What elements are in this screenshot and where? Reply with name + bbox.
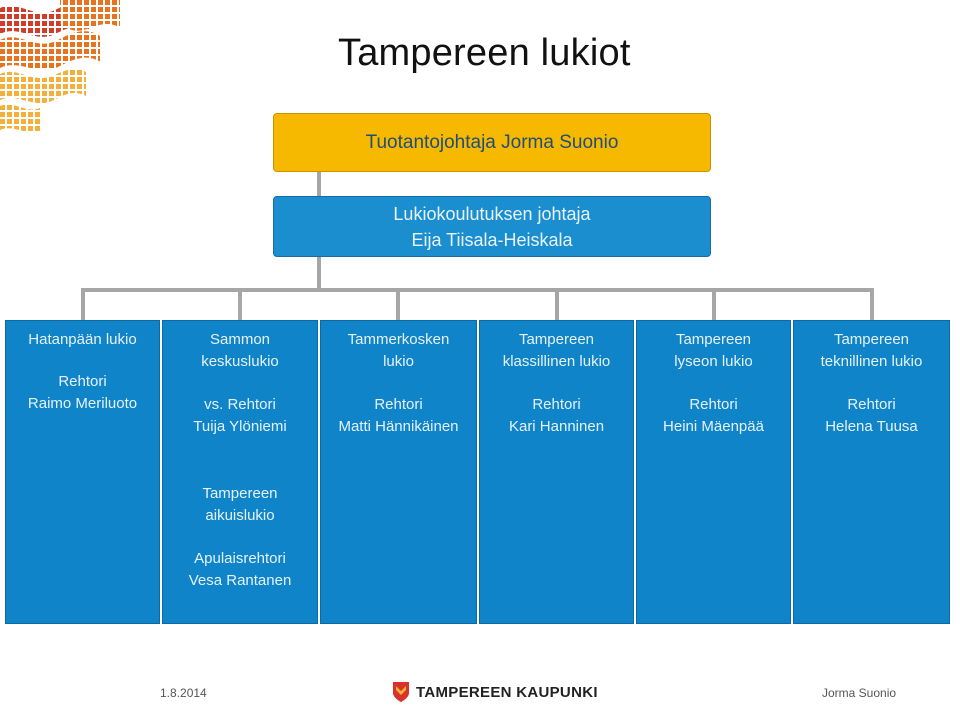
school-role: Rehtori: [532, 396, 581, 413]
school-name-line1: Tampereen: [518, 331, 595, 348]
page-title: Tampereen lukiot: [338, 32, 631, 74]
school-person: Heini Mäenpää: [663, 418, 764, 435]
school-name-line2: klassillinen lukio: [502, 353, 611, 370]
school-box-lyseo: [636, 320, 791, 624]
school-name-line2: lukio: [383, 353, 414, 370]
footer-date: 1.8.2014: [160, 686, 207, 700]
school-name-line1: Tampereen: [675, 331, 752, 348]
school-role: Rehtori: [58, 373, 107, 390]
school-person: Kari Hanninen: [508, 418, 605, 435]
school-name-line2: keskuslukio: [201, 353, 279, 370]
subschool-name-line1: Tampereen: [202, 485, 278, 502]
school-role: vs. Rehtori: [204, 396, 276, 413]
school-name-line1: Sammon: [209, 331, 271, 348]
school-name-line1: Tammerkosken: [347, 331, 450, 348]
tampere-crest-icon: [392, 681, 410, 703]
education-director-box: [273, 196, 711, 257]
school-name-line2: lyseon lukio: [674, 353, 753, 370]
school-box-sammon: [162, 320, 318, 624]
city-logo: [392, 681, 598, 703]
school-person: Tuija Ylöniemi: [193, 418, 287, 435]
tampere-wave-pattern-logo: [0, 0, 130, 135]
education-director-title: Lukiokoulutuksen johtaja: [393, 203, 591, 224]
school-person: Helena Tuusa: [825, 418, 918, 435]
footer-author: Jorma Suonio: [822, 686, 897, 700]
school-person: Matti Hännikäinen: [338, 418, 459, 435]
subschool-role: Apulaisrehtori: [194, 550, 286, 567]
school-role: Rehtori: [847, 396, 896, 413]
subschool-name-line2: aikuislukio: [205, 507, 275, 524]
school-name-line2: teknillinen lukio: [820, 353, 923, 370]
school-box-tammerkoski: [320, 320, 477, 624]
production-director-box: [273, 113, 711, 172]
school-person: Raimo Meriluoto: [27, 395, 138, 412]
school-role: Rehtori: [689, 396, 738, 413]
school-name: Hatanpään lukio: [28, 331, 137, 348]
production-director-label: Tuotantojohtaja Jorma Suonio: [365, 131, 619, 153]
city-name: TAMPEREEN KAUPUNKI: [416, 683, 598, 701]
school-name-line1: Tampereen: [833, 331, 910, 348]
school-box-hatanpaa: [5, 320, 160, 624]
school-box-teknillinen: [793, 320, 950, 624]
school-role: Rehtori: [374, 396, 423, 413]
education-director-name: Eija Tiisala-Heiskala: [411, 229, 573, 250]
school-box-klassillinen: [479, 320, 634, 624]
subschool-person: Vesa Rantanen: [188, 572, 292, 589]
